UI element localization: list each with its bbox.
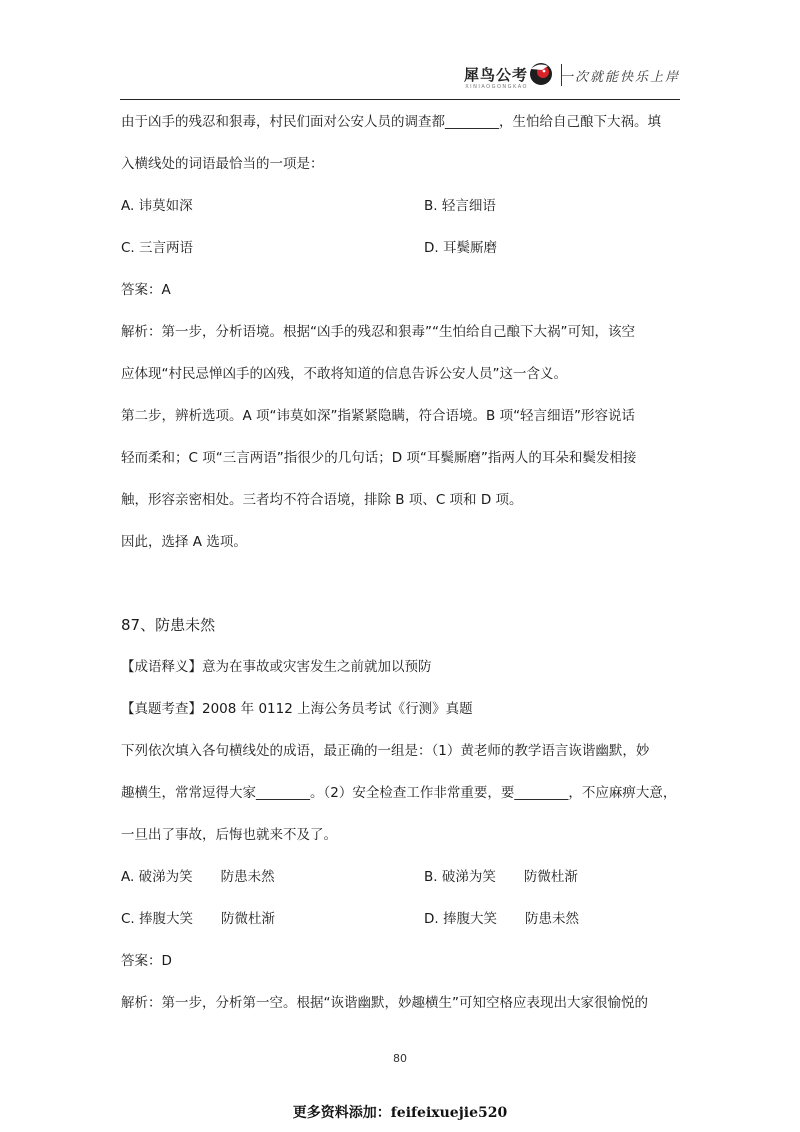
brand-subtitle: XINIAOGONGKAO xyxy=(465,84,528,90)
q87-option-c xyxy=(121,910,275,928)
q86-analysis-line: 触，形容亲密相处。三者均不符合语境，排除 B 项、C 项和 D 项。 xyxy=(121,492,523,508)
q86-option-a: A. 讳莫如深 xyxy=(121,198,193,214)
q87-option-b-first: B. 破涕为笑 xyxy=(424,869,496,885)
q86-stem-line2: 入横线处的词语最恰当的一项是： xyxy=(121,156,324,172)
brand-name: 犀鸟公考 xyxy=(463,66,528,84)
q86-stem-line1: 由于凶手的残忍和狠毒，村民们面对公安人员的调查都________，生怕给自己酿下大祸。填 xyxy=(121,114,661,130)
q87-option-a-first: A. 破涕为笑 xyxy=(121,869,193,885)
q86-answer: 答案：A xyxy=(121,282,171,298)
q86-option-b: B. 轻言细语 xyxy=(424,198,496,214)
q87-option-b xyxy=(424,868,578,886)
page-number: 80 xyxy=(393,1052,407,1065)
q87-option-c-second: 防微杜渐 xyxy=(221,911,276,927)
q87-analysis-line: 解析：第一步，分析第一空。根据“诙谐幽默，妙趣横生”可知空格应表现出大家很愉悦的 xyxy=(121,995,648,1011)
q86-analysis-line: 轻而柔和；C 项“三言两语”指很少的几句话；D 项“耳鬓厮磨”指两人的耳朵和鬓发相接 xyxy=(121,450,637,466)
hornbill-logo-icon xyxy=(528,60,554,86)
q87-option-b-second: 防微杜渐 xyxy=(523,869,578,885)
q87-option-d xyxy=(424,910,579,928)
q87-stem-line: 一旦出了事故，后悔也就来不及了。 xyxy=(121,827,337,843)
q86-analysis-line: 解析：第一步，分析语境。根据“凶手的残忍和狠毒”“生怕给自己酿下大祸”可知，该空 xyxy=(121,324,635,340)
page-header xyxy=(120,56,680,100)
q87-option-d-first: D. 捧腹大笑 xyxy=(424,911,497,927)
q87-option-c-first: C. 捧腹大笑 xyxy=(121,911,194,927)
q86-analysis-line: 第二步，辨析选项。A 项“讳莫如深”指紧紧隐瞒，符合语境。B 项“轻言细语”形容说话 xyxy=(121,408,636,424)
header-rule xyxy=(120,99,680,100)
q87-source: 【真题考查】2008 年 0112 上海公务员考试《行测》真题 xyxy=(121,701,473,717)
q87-option-a xyxy=(121,868,275,886)
q86-analysis-line: 因此，选择 A 选项。 xyxy=(121,534,247,550)
q87-stem-line: 下列依次填入各句横线处的成语，最正确的一组是：（1）黄老师的教学语言诙谐幽默，妙 xyxy=(121,743,650,759)
brand-slogan: 一次就能快乐上岸 xyxy=(559,70,680,85)
q87-option-a-second: 防患未然 xyxy=(220,869,275,885)
q86-option-c: C. 三言两语 xyxy=(121,240,194,256)
q87-heading: 87、防患未然 xyxy=(121,616,216,634)
q87-meaning: 【成语释义】意为在事故或灾害发生之前就加以预防 xyxy=(121,659,432,675)
q87-option-d-second: 防患未然 xyxy=(524,911,579,927)
q86-analysis-line: 应体现“村民忌惮凶手的凶残，不敢将知道的信息告诉公安人员”这一含义。 xyxy=(121,366,567,382)
q86-option-d: D. 耳鬓厮磨 xyxy=(424,240,497,256)
q87-answer: 答案：D xyxy=(121,953,172,969)
footer-contact: 更多资料添加：feifeixuejie520 xyxy=(292,1105,508,1121)
q87-stem-line: 趣横生，常常逗得大家________。（2）安全检查工作非常重要，要________，不应麻痹大意， xyxy=(121,785,677,801)
